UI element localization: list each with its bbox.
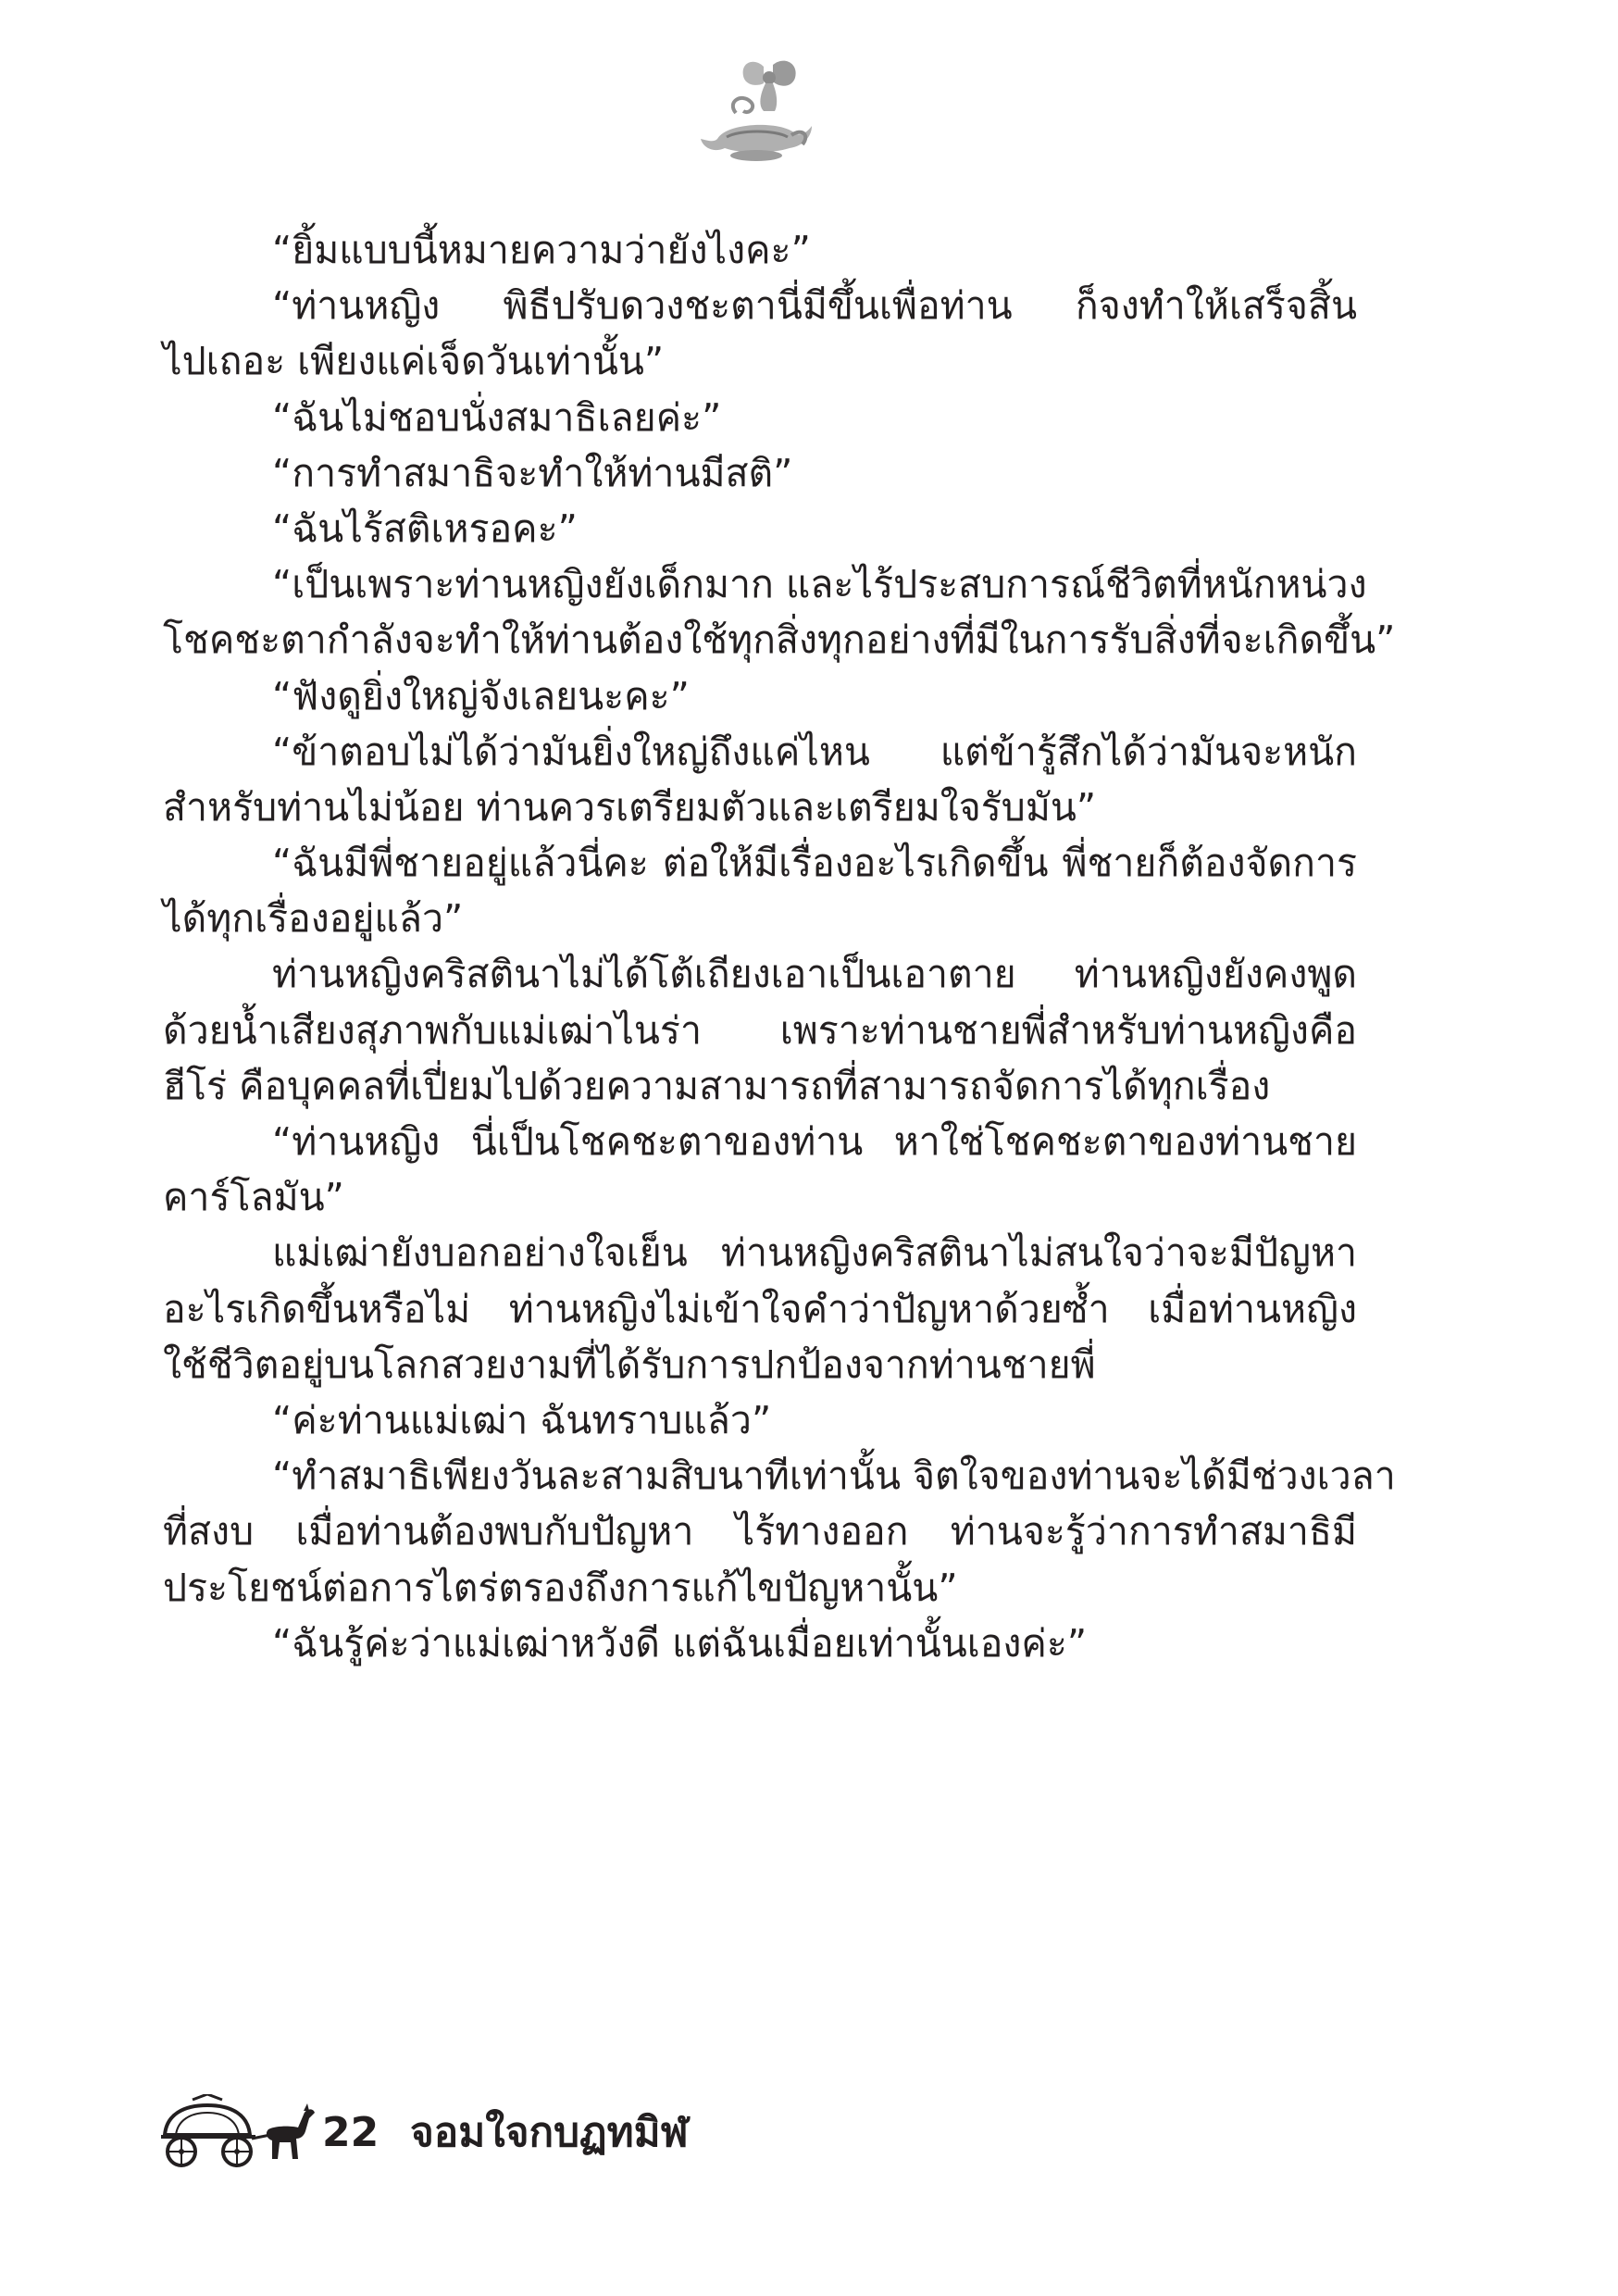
text-line: ประโยชน์ต่อการไตร่ตรองถึงการแก้ไขปัญหานั้น” (163, 1565, 958, 1610)
page-number: 22 (322, 2109, 380, 2156)
text-line: โชคชะตากำลังจะทำให้ท่านต้องใช้ทุกสิ่งทุกอย่างที่มีในการรับสิ่งที่จะเกิดขึ้น” (163, 618, 1396, 663)
text-line: คาร์โลมัน” (163, 1175, 344, 1220)
text-line: “ยิ้มแบบนี้หมายความว่ายังไงคะ” (272, 228, 811, 272)
text-line: แม่เฒ่ายังบอกอย่างใจเย็น ท่านหญิงคริสตินาไม่สนใจว่าจะมีปัญหา (272, 1230, 1357, 1276)
text-line: “ฉันไม่ชอบนั่งสมาธิเลยค่ะ” (272, 394, 722, 440)
text-line: “เป็นเพราะท่านหญิงยังเด็กมาก และไร้ประสบการณ์ชีวิตที่หนักหน่วง (272, 562, 1367, 607)
body-text (163, 222, 1396, 1671)
text-line: “ฟังดูยิ่งใหญ่จังเลยนะคะ” (272, 673, 690, 718)
text-line: อะไรเกิดขึ้นหรือไม่ ท่านหญิงไม่เข้าใจคำว่าปัญหาด้วยซ้ำ เมื่อท่านหญิง (163, 1286, 1357, 1331)
text-line: “ฉันมีพี่ชายอยู่แล้วนี่คะ ต่อให้มีเรื่องอะไรเกิดขึ้น พี่ชายก็ต้องจัดการ (272, 841, 1357, 886)
horse-carriage-icon (156, 2094, 317, 2168)
text-line: ไปเถอะ เพียงแค่เจ็ดวันเท่านั้น” (163, 339, 665, 384)
text-line: ใช้ชีวิตอยู่บนโลกสวยงามที่ได้รับการปกป้องจากท่านชายพี่ (163, 1341, 1096, 1387)
text-line: “การทำสมาธิจะทำให้ท่านมีสติ” (272, 450, 793, 495)
text-line: “ท่านหญิง นี่เป็นโชคชะตาของท่าน หาใช่โชคชะตาของท่านชาย (272, 1119, 1357, 1164)
lamp-with-angel-icon (699, 57, 815, 173)
text-line: “ทำสมาธิเพียงวันละสามสิบนาทีเท่านั้น จิตใจของท่านจะได้มีช่วงเวลา (272, 1454, 1396, 1499)
text-line: “ฉันไร้สติเหรอคะ” (272, 505, 578, 551)
text-line: ที่สงบ เมื่อท่านต้องพบกับปัญหา ไร้ทางออก ท่านจะรู้ว่าการทำสมาธิมี (163, 1509, 1357, 1554)
text-line: ท่านหญิงคริสตินาไม่ได้โต้เถียงเอาเป็นเอาตาย ท่านหญิงยังคงพูด (272, 952, 1357, 997)
text-line: สำหรับท่านไม่น้อย ท่านควรเตรียมตัวและเตรียมใจรับมัน” (163, 784, 1097, 830)
text-line: ได้ทุกเรื่องอยู่แล้ว” (163, 896, 464, 942)
book-title: จอมใจกบฏทมิฬ (410, 2109, 689, 2156)
text-line: “ท่านหญิง พิธีปรับดวงชะตานี่มีขึ้นเพื่อท่าน ก็จงทำให้เสร็จสิ้น (272, 283, 1357, 329)
text-line: “ค่ะท่านแม่เฒ่า ฉันทราบแล้ว” (272, 1397, 772, 1442)
text-line: “ข้าตอบไม่ได้ว่ามันยิ่งใหญ่ถึงแค่ไหน แต่ข้ารู้สึกได้ว่ามันจะหนัก (272, 729, 1357, 774)
page-footer (156, 2094, 989, 2168)
text-line: “ฉันรู้ค่ะว่าแม่เฒ่าหวังดี แต่ฉันเมื่อยเท่านั้นเองค่ะ” (272, 1620, 1088, 1666)
text-line: ด้วยน้ำเสียงสุภาพกับแม่เฒ่าไนร่า เพราะท่านชายพี่สำหรับท่านหญิงคือ (163, 1007, 1357, 1053)
text-line: ฮีโร่ คือบุคคลที่เปี่ยมไปด้วยความสามารถที่สามารถจัดการได้ทุกเรื่อง (163, 1063, 1271, 1108)
